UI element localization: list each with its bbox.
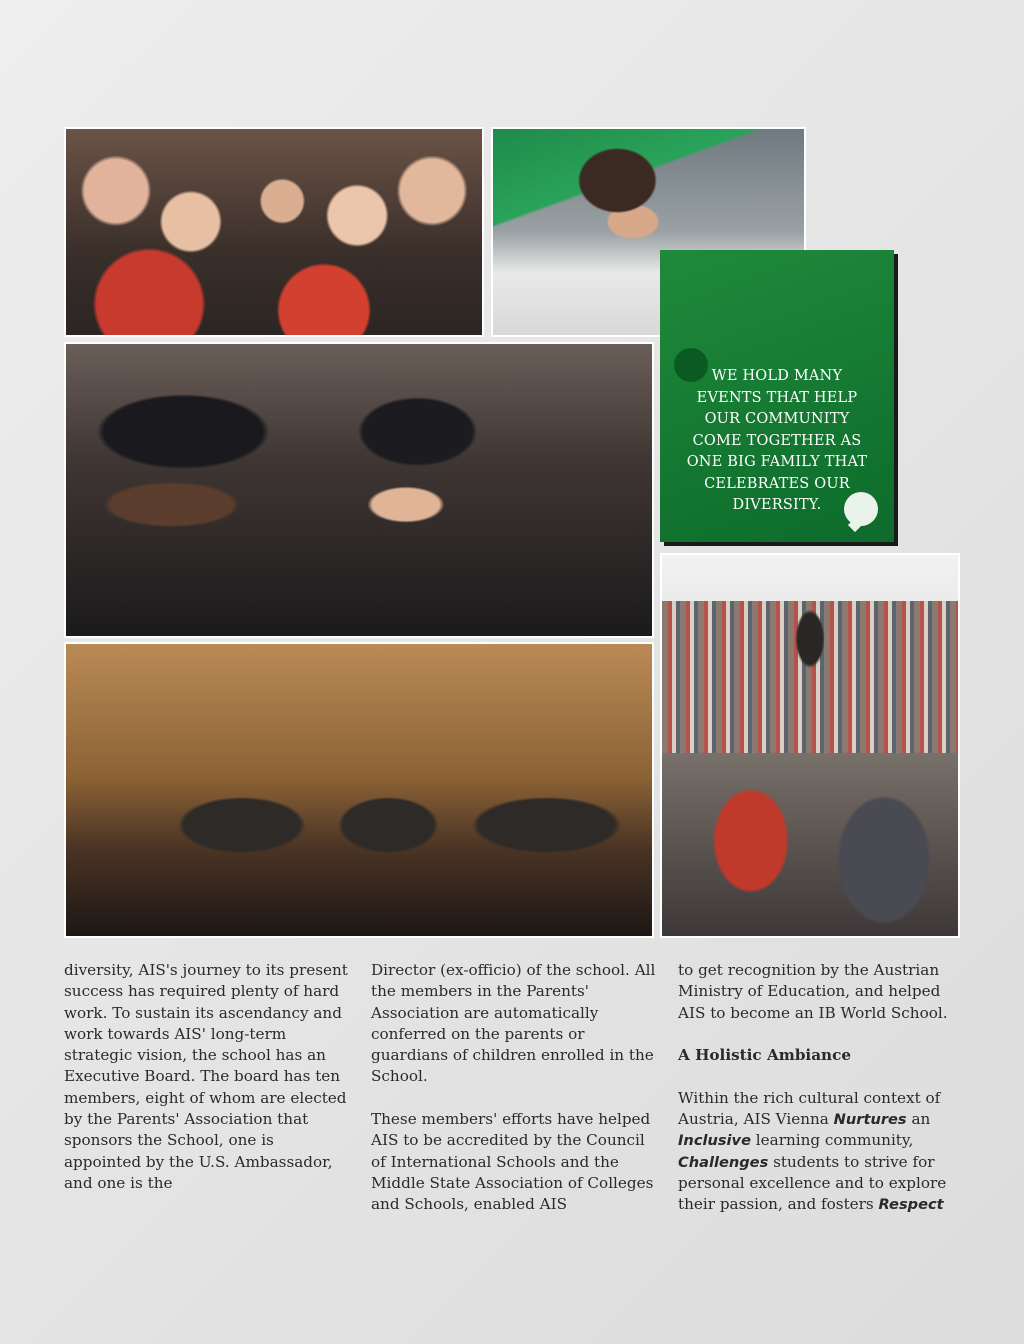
photo-library	[660, 553, 960, 938]
emphasis-respect: Respect	[878, 1196, 944, 1214]
text-run: an	[906, 1110, 931, 1129]
paragraph: Director (ex-officio) of the school. All the members in the Parents' Association are automatically conferred on the parents or guardians of children enrolled in the School.	[371, 961, 656, 1086]
emphasis-challenges: Challenges	[678, 1153, 769, 1171]
text-run: Within the rich cultural context of Austria, AIS Vienna	[678, 1088, 941, 1129]
paragraph: These members' efforts have helped AIS to be accredited by the Council of International Schools and the Middle State Association of Colleges and Schools, enabled AIS	[371, 1110, 654, 1214]
photo-cap-toss	[64, 642, 654, 938]
text-run: learning community,	[750, 1131, 914, 1150]
text-column-3	[678, 960, 964, 1237]
emphasis-inclusive: Inclusive	[678, 1132, 751, 1150]
text-column-2	[371, 960, 657, 1237]
quote-text: WE HOLD MANY EVENTS THAT HELP OUR COMMUNITY COME TOGETHER AS ONE BIG FAMILY THAT CELEBRATES OUR DIVERSITY.	[686, 368, 868, 513]
paragraph: diversity, AIS's journey to its present success has required plenty of hard work. To sustain its ascendancy and work towards AIS' long-term strategic vision, the school has an Executive Board. The board has ten members, eight of whom are elected by the Parents' Association that sponsors the School, one is appointed by the U.S. Ambassador, and one is the	[64, 961, 348, 1192]
paragraph: to get recognition by the Austrian Ministry of Education, and helped AIS to become an IB World School.	[678, 961, 948, 1022]
text-run: students to strive for personal excellence and to explore their passion, and fosters	[678, 1152, 947, 1214]
section-heading: A Holistic Ambiance	[678, 1046, 851, 1065]
photo-kids	[64, 127, 484, 337]
speech-bubble-icon	[844, 492, 878, 526]
quote-box	[660, 250, 894, 542]
text-column-1	[64, 960, 350, 1216]
photo-graduates-seated	[64, 342, 654, 638]
paragraph	[678, 1088, 964, 1216]
emphasis-nurtures: Nurtures	[833, 1111, 907, 1129]
